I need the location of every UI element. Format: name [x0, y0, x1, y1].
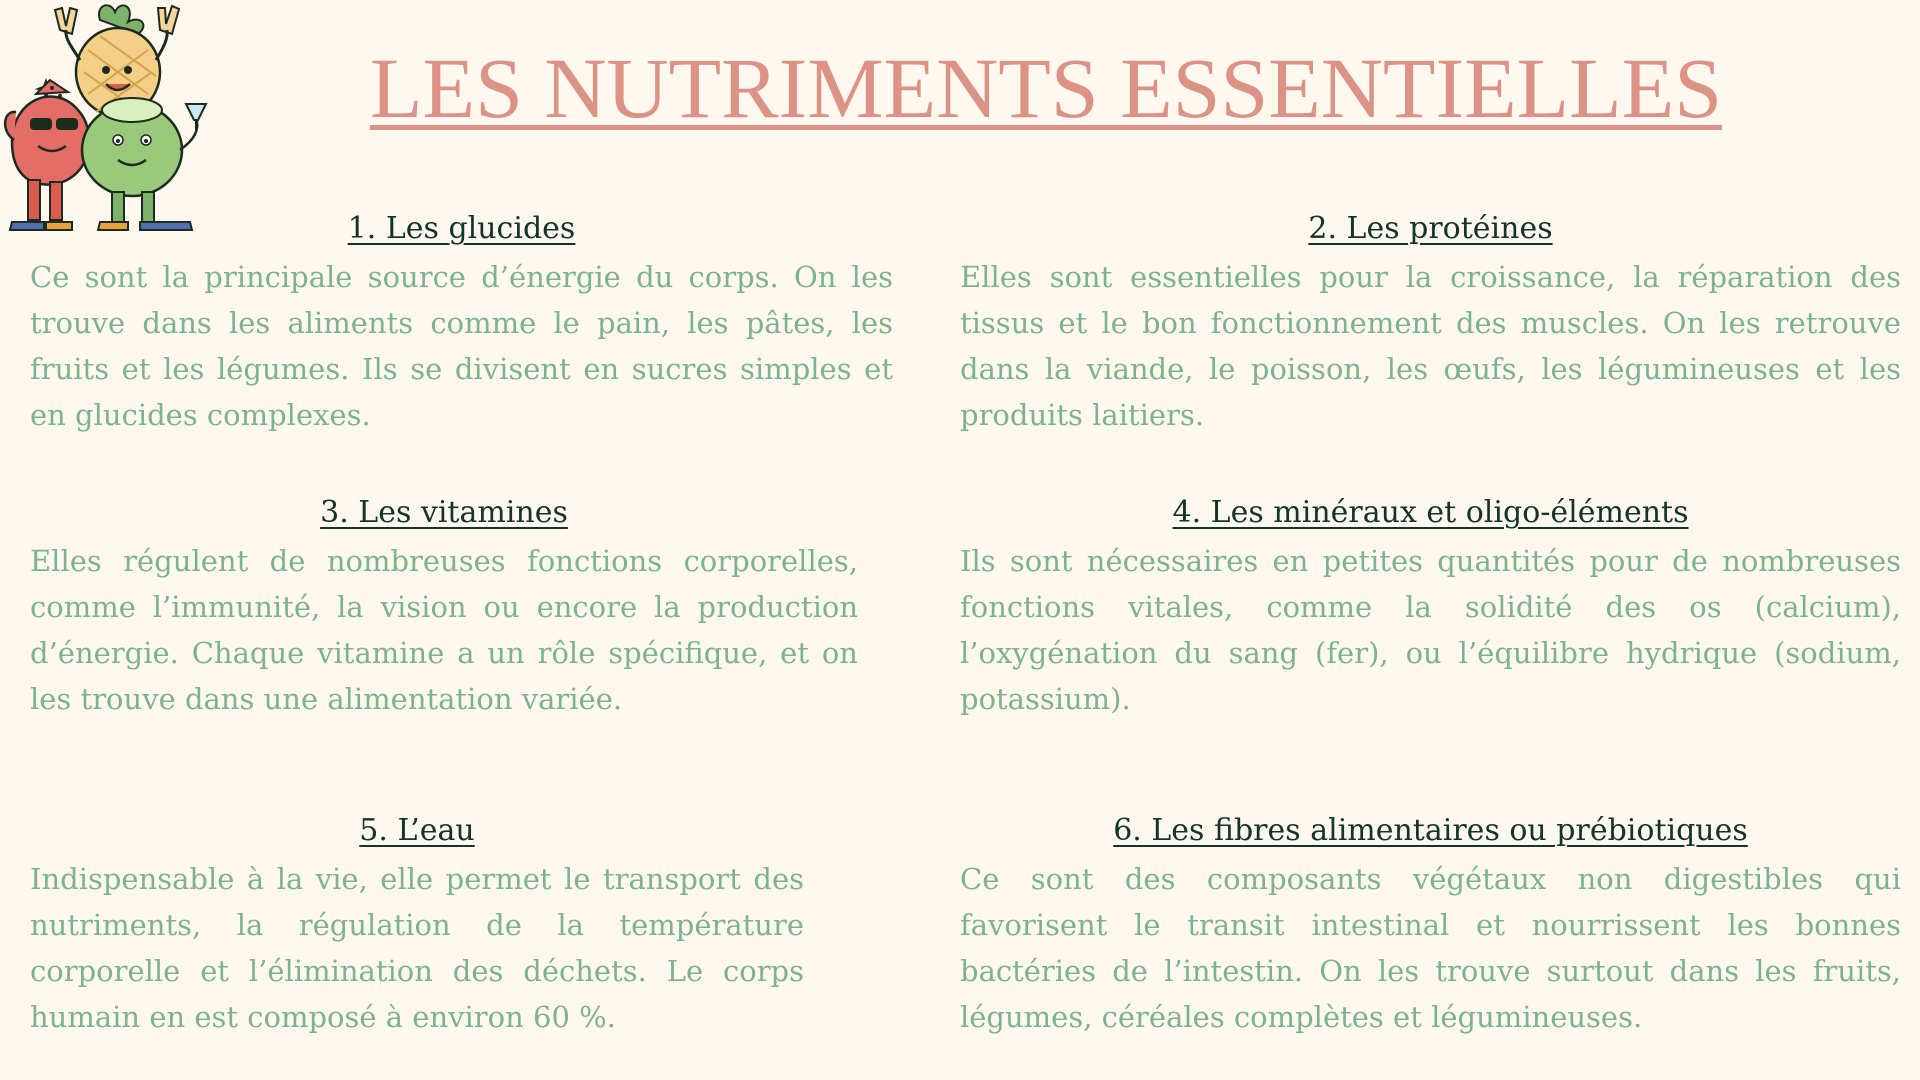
section-heading: 1. Les glucides — [347, 211, 576, 246]
fruit-characters-illustration — [0, 0, 210, 235]
section-body: Elles régulent de nombreuses fonctions corporelles, comme l’immunité, la vision ou encore la production d’énergie. Chaque vitamine a un rôle spécifique, et on les trouve dans une alimentation variée. — [30, 544, 858, 716]
section-body: Indispensable à la vie, elle permet le transport des nutriments, la régulation de la température corporelle et l’élimination des déchets. Le corps humain en est composé à environ 60 %. — [30, 862, 804, 1034]
section-vitamines — [30, 492, 858, 722]
section-heading: 2. Les protéines — [1308, 211, 1553, 246]
section-body: Ce sont des composants végétaux non digestibles qui favorisent le transit intestinal et nourrissent les bonnes bactéries de l’intestin. On les trouve surtout dans les fruits, légumes, céréales complètes et légumineuses. — [960, 862, 1901, 1034]
section-proteines — [960, 208, 1901, 438]
section-mineraux — [960, 492, 1901, 722]
section-eau — [30, 810, 804, 1040]
section-glucides — [30, 208, 893, 438]
section-heading: 4. Les minéraux et oligo-éléments — [1172, 495, 1689, 530]
section-fibres — [960, 810, 1901, 1040]
section-body: Elles sont essentielles pour la croissance, la réparation des tissus et le bon fonctionnement des muscles. On les retrouve dans la viande, le poisson, les œufs, les légumineuses et les produits laitiers. — [960, 260, 1901, 432]
section-heading: 6. Les fibres alimentaires ou prébiotiques — [1113, 813, 1748, 848]
section-heading: 5. L’eau — [359, 813, 475, 848]
page-title: LES NUTRIMENTS ESSENTIELLES — [370, 40, 1723, 136]
section-body: Ce sont la principale source d’énergie du corps. On les trouve dans les aliments comme le pain, les pâtes, les fruits et les légumes. Ils se divisent en sucres simples et en glucides complexes. — [30, 260, 893, 432]
section-body: Ils sont nécessaires en petites quantités pour de nombreuses fonctions vitales, comme la solidité des os (calcium), l’oxygénation du sang (fer), ou l’équilibre hydrique (sodium, potassium). — [960, 544, 1901, 716]
section-heading: 3. Les vitamines — [320, 495, 568, 530]
